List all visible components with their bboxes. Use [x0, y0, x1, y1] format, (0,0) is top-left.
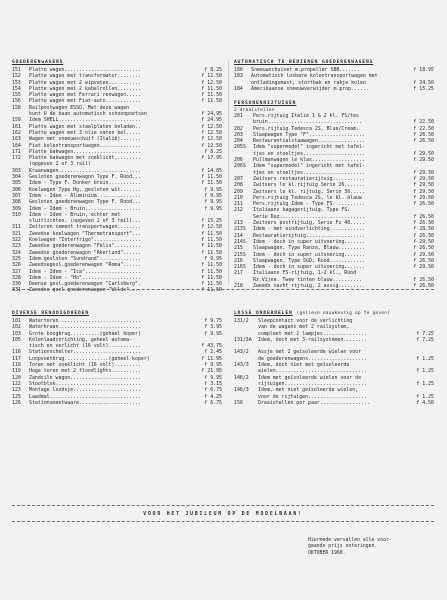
item-price: f 11.50: [201, 237, 222, 244]
item-description: Rz.Vijne. Twee tinten blauw..........: [253, 276, 362, 283]
item-description: tjes en stoeltjes.....................: [253, 169, 365, 176]
item-number: 123: [12, 387, 21, 394]
item-description: Slaapwagen, Type Ranza, Blauw.........: [253, 245, 365, 252]
item-price: f 28.50: [413, 226, 434, 233]
item-number: 310: [12, 211, 21, 218]
item-price: f 11.50: [201, 92, 222, 99]
item-number: 213S: [234, 226, 246, 233]
item-description: Zweedse goederenwagon "Akerlund"......: [29, 249, 141, 256]
item-price: f 21.95: [201, 368, 222, 375]
item-number: 327: [12, 268, 21, 275]
item-description: rijtuigen............................: [258, 380, 367, 387]
price-row: [234, 400, 434, 406]
item-description: de goederenwagens....................: [258, 355, 367, 362]
item-number: 305: [12, 180, 21, 187]
item-price: f 26.50: [413, 283, 434, 290]
item-description: Kolenlaadinrichting, geheel automa-: [29, 336, 133, 343]
item-description: Railpostwagen ESSO. Met deze wagen: [29, 104, 130, 111]
item-description: Idem "supermodel" ingericht met tafel-: [253, 144, 365, 151]
item-description: Stationsmeetwaare.....................: [29, 399, 141, 406]
item-description: Platte wagen met 3 olie vaten bel.....: [29, 129, 141, 136]
item-price: f 9.75: [204, 318, 222, 324]
closing-line: Hiermede vervallen alle voor-: [308, 538, 392, 543]
item-description: Laadmal...............................: [29, 393, 141, 400]
item-number: 154: [12, 85, 21, 92]
item-number: 155: [12, 92, 21, 99]
item-description: Serie Duz.............................: [253, 213, 365, 220]
item-number: 206: [234, 157, 243, 164]
item-description: Amerikaanse sneeuwverwijder m.prop......: [251, 85, 369, 92]
item-description: Idem - Idem - Aluminium...............: [29, 192, 141, 199]
item-description: van de wagens met 2 railsystem,: [258, 324, 350, 331]
item-description: Platte bakwagen met zoeklicht.........: [29, 155, 141, 162]
item-number: 209: [234, 188, 243, 195]
item-description: Montage loodsje.......................: [29, 387, 141, 394]
item-number: 125: [12, 393, 21, 400]
item-price: f 9.95: [204, 374, 222, 381]
item-number: 214: [234, 232, 243, 239]
item-number: 131/2: [234, 318, 249, 324]
item-price: f 26.50: [413, 257, 434, 264]
item-price: f 11.50: [201, 243, 222, 250]
section-heading: PERSONENRIJTUIGEN: [234, 101, 297, 106]
closing-notice: [308, 538, 392, 557]
item-description: bruin................................: [253, 119, 362, 126]
item-number: 119: [12, 368, 21, 375]
footer-divider-bottom: [12, 521, 434, 522]
loose-parts-section: [234, 311, 434, 406]
item-description: Wagen met sneeuwschuif (Italië).......: [29, 136, 141, 143]
item-price: f 1.25: [416, 355, 434, 362]
item-description: Pers.rijtuig Italië 1 & 2 kl. FS/tes: [253, 113, 359, 119]
item-number: 143/2: [234, 349, 249, 356]
item-price: f 1.25: [416, 393, 434, 400]
passenger-coaches-section: [234, 101, 434, 289]
goods-list: [12, 67, 222, 294]
miscellaneous-section: [12, 311, 222, 406]
item-price: f 26.50: [413, 220, 434, 227]
item-price: f 11.50: [201, 262, 222, 269]
item-description: Koelwagen Type Hg, gesloten wit.......: [29, 186, 141, 193]
footer-divider-top: [12, 505, 434, 506]
item-number: 172: [12, 155, 21, 162]
persons-list: [234, 113, 434, 289]
item-price: f 1.25: [416, 368, 434, 375]
item-description: Restaurantialstaawagen................: [253, 138, 365, 145]
item-number: 326: [12, 262, 21, 269]
item-number: 216: [234, 257, 243, 264]
section-heading: LOSSE ONDERDELEN: [234, 311, 293, 316]
item-description: Slaapwagen Type "F"...................: [253, 131, 365, 138]
item-price: f 9.95: [204, 255, 222, 262]
item-price: f 3.15: [204, 380, 222, 387]
item-price: f 6.75: [204, 387, 222, 394]
closing-date: OKTOBER 1960.: [308, 550, 346, 556]
item-description: Draaistellen per paar.................: [258, 399, 370, 406]
item-price: f 29.50: [413, 175, 434, 182]
item-number: 323: [12, 243, 21, 250]
item-description: Pullmanwagen le klas..................: [253, 157, 365, 164]
item-price: f 9.95: [204, 199, 222, 206]
item-description: Koelwagen "Interfrigo"................: [29, 237, 141, 244]
item-number: 146/3: [234, 387, 249, 394]
item-price: f 4.25: [204, 393, 222, 400]
item-description: Idem, doch met 3-railsystemen........: [258, 336, 367, 343]
item-price: f 11.50: [201, 287, 222, 294]
item-description: Idem, met niet geïsoleerde wielen,: [258, 387, 359, 394]
item-description: Zeitoren cement transportwagen........: [29, 224, 141, 231]
item-number: 306: [12, 186, 21, 193]
item-price: f 8.25: [204, 148, 222, 155]
section-divider: [12, 289, 434, 290]
price-row: [12, 400, 222, 406]
item-description: Slaapwagen, Type SGD, Rood............: [253, 257, 365, 264]
item-number: 330: [12, 281, 21, 288]
item-number: 201: [234, 113, 243, 119]
item-number: 311: [12, 224, 21, 231]
item-description: Assje met 2 geïsoleerde wielen voor: [258, 349, 362, 356]
item-number: 103: [12, 330, 21, 337]
item-price: f 9.95: [204, 330, 222, 337]
column-divider: [228, 60, 229, 285]
item-description: Idem gesloten "Sundrand"..............: [29, 255, 141, 262]
item-number: 212: [234, 207, 243, 214]
item-description: Sleepcontact voor de verlichting: [258, 318, 353, 324]
item-description: Zweedse gesl.goederenwagen "Wilds"....: [29, 287, 141, 294]
item-description: Grote boogbrug..........(geheel koper): [29, 330, 141, 337]
item-price: f 17.95: [201, 155, 222, 162]
item-number: 120: [12, 374, 21, 381]
item-price: f 29.50: [413, 194, 434, 201]
item-description: Idem - Idem - Bruin...................: [29, 205, 141, 212]
item-number: 321: [12, 230, 21, 237]
item-number: 325: [12, 255, 21, 262]
item-price: f 12.50: [201, 79, 222, 86]
item-number: 184: [234, 85, 243, 92]
item-description: Watertoren............................: [29, 318, 141, 324]
item-number: 215: [234, 245, 243, 252]
item-price: f 11.50: [201, 73, 222, 80]
item-description: Pers.rijtuig Tedesca 2S, le kl. blauw: [253, 194, 362, 201]
item-number: 158: [12, 104, 21, 111]
item-number: 180: [234, 67, 243, 73]
item-price: f 26.50: [413, 213, 434, 220]
item-number: 207: [234, 175, 243, 182]
item-description: Idem - doch in super uitvoering.......: [253, 238, 365, 245]
item-description: Loopvoetbrug...............(geheel koper): [29, 355, 150, 362]
item-description: Pers.rijtuig Tedesca 2S, Blue/Cream.: [253, 125, 359, 132]
item-number: 303: [12, 167, 21, 174]
item-price: f 22.50: [413, 119, 434, 126]
loose-list: [234, 318, 434, 406]
section-heading: GOEDERENwAGENS: [12, 60, 64, 65]
item-number: 161: [12, 123, 21, 130]
item-description: Zwitsers postrijtuig, Serie Fz 40.....: [253, 220, 365, 227]
item-price: f 11.50: [201, 249, 222, 256]
item-number: 213: [234, 220, 243, 227]
item-price: f 12.50: [201, 136, 222, 143]
item-description: Fiat kolentransportwagen..............: [29, 142, 141, 149]
item-price: f 11.50: [201, 85, 222, 92]
item-number: 203: [234, 131, 243, 138]
item-price: f 24.95: [201, 117, 222, 124]
section-subheading: (gelieve nauwkeurig op te geven): [296, 310, 391, 315]
item-description: Deense gesl.goederenwagen "Carlsberg".: [29, 281, 141, 288]
goods-wagons-section: [12, 60, 222, 294]
item-price: f 18.95: [413, 67, 434, 73]
item-description: Idem, doch niet met geïsoleerde: [258, 362, 350, 369]
item-number: 216S: [234, 264, 246, 271]
automatic-list: [234, 67, 434, 92]
item-number: 126: [12, 399, 21, 406]
closing-line: gaande prijs noteringen.: [308, 544, 378, 550]
item-price: f 11.50: [201, 268, 222, 275]
item-description: Zwitsers le kl. rijtuig, Serie 36.....: [253, 188, 365, 195]
item-number: 153: [12, 79, 21, 86]
item-number: 105: [12, 336, 21, 343]
item-number: 122: [12, 380, 21, 387]
item-number: 210: [234, 194, 243, 201]
item-price: f 12.50: [201, 142, 222, 149]
section-heading: AUTOMATISCH TE BEDIENEN GOEDERENWAGENS: [234, 60, 374, 65]
item-description: Idem - doch in super uitvoering.......: [253, 264, 365, 271]
item-description: (opgeven 2 of 3 rail): [29, 161, 91, 168]
item-price: f 12.50: [201, 129, 222, 136]
item-number: 211: [234, 201, 243, 208]
item-description: voor de rijtuigen....................: [258, 393, 367, 400]
item-description: kunt U de baan automatisch schoonpoetsen: [29, 111, 147, 118]
item-price: f 11.95: [201, 355, 222, 362]
item-price: f 26.50: [413, 131, 434, 138]
item-number: 308: [12, 199, 21, 206]
item-description: Zwitsers restauratierijtuig...........: [253, 175, 365, 182]
item-number: 164: [12, 142, 21, 149]
item-description: Sneeuwschuiver m.propeller SBB.......: [251, 67, 360, 73]
item-number: 208: [234, 182, 243, 189]
item-price: f 15.25: [201, 218, 222, 225]
item-price: f 1.25: [416, 380, 434, 387]
item-price: f 29.50: [413, 150, 434, 157]
item-price: f 29.50: [413, 169, 434, 176]
item-price: f 29.50: [413, 251, 434, 258]
item-description: Zwitsers le kl.rijtuig Serie 26.......: [253, 182, 365, 189]
item-number: 328: [12, 274, 21, 281]
item-description: Platte wagen..........................: [29, 67, 141, 73]
price-row: [234, 86, 434, 92]
item-description: compleet met 2 lampjes...............: [258, 330, 367, 337]
item-price: f 11.50: [201, 274, 222, 281]
item-price: f 29.50: [413, 264, 434, 271]
item-number: 214S: [234, 238, 246, 245]
item-number: 102: [12, 324, 21, 331]
item-number: 215S: [234, 251, 246, 258]
item-price: f 11.50: [201, 180, 222, 187]
item-number: 117: [12, 355, 21, 362]
item-price: f 26.50: [413, 276, 434, 283]
item-price: f 8.25: [204, 67, 222, 73]
item-description: Restauratierijtuig....................: [253, 232, 365, 239]
item-number: 204: [234, 138, 243, 145]
item-description: Platte wagen met transformator........: [29, 73, 141, 80]
item-price: f 9.95: [204, 186, 222, 193]
item-description: Stootblok.............................: [29, 380, 141, 387]
item-number: 307: [12, 192, 21, 199]
item-description: Platte wagen met Fiat-auto............: [29, 98, 141, 105]
item-number: 143/3: [234, 362, 249, 369]
item-description: Zandsilo wagon........................: [29, 374, 141, 381]
item-description: Idem - Idem - "Ica"...................: [29, 268, 141, 275]
item-number: 151: [12, 67, 21, 73]
item-description: Platte wagen met Ferrari renwagen.....: [29, 92, 141, 99]
item-price: f 11.50: [201, 281, 222, 288]
item-description: Idem "supermodel" ingericht met tafel-: [253, 163, 365, 170]
item-price: f 9.95: [204, 205, 222, 212]
item-number: 159: [12, 117, 21, 124]
item-description: tjes en stoeltjes.....................: [253, 150, 365, 157]
item-description: sluitlichten. (opgeven 2 of 3 rail)...: [29, 218, 141, 225]
item-price: f 2.45: [204, 349, 222, 356]
item-price: f 11.50: [201, 174, 222, 181]
item-number: 163: [12, 136, 21, 143]
item-description: Idem - Idem - Bruin, echter met: [29, 211, 121, 218]
item-price: f 26.50: [413, 138, 434, 145]
item-number: 152: [12, 73, 21, 80]
item-price: f 9.95: [204, 192, 222, 199]
item-number: 202: [234, 125, 243, 132]
item-description: Hoge toren met 2 floodlights..........: [29, 368, 141, 375]
item-number: 322: [12, 237, 21, 244]
item-price: f 12.50: [201, 224, 222, 231]
section-subheading: 2 draaistellen: [234, 107, 275, 112]
item-number: 309: [12, 205, 21, 212]
item-price: f 26.50: [413, 232, 434, 239]
item-description: Automatisch losbare kolentransportwagen met: [251, 73, 378, 80]
item-price: f 11.50: [201, 230, 222, 237]
item-description: Platte bakwagen.......................: [29, 148, 141, 155]
item-number: 162: [12, 129, 21, 136]
item-price: f 26.50: [413, 245, 434, 252]
item-number: 150: [234, 399, 243, 406]
item-description: tisch en verlicht (16 volt)...........: [29, 343, 141, 350]
item-number: 183: [234, 73, 243, 80]
item-description: Platte wagen met staalplaten beladen..: [29, 123, 141, 130]
item-number: 118: [12, 362, 21, 369]
item-description: ontladingsmast, stortbak en rakje kolen: [251, 79, 366, 86]
item-number: 171: [12, 148, 21, 155]
item-description: Idem - met eindverlichting............: [253, 226, 365, 233]
item-price: f 26.50: [413, 201, 434, 208]
item-description: Zweedse koelwagen "Thermotransport"...: [29, 230, 141, 237]
automatic-wagons-section: [234, 60, 434, 92]
item-description: Stationschelter.......................: [29, 349, 141, 356]
item-price: f 4.50: [416, 399, 434, 406]
item-number: 217: [234, 270, 243, 277]
item-description: Idem - doch in super uitvoering.......: [253, 251, 365, 258]
item-price: f 29.50: [413, 182, 434, 189]
item-description: Idem - Type F. Donker bruin...........: [29, 180, 141, 187]
item-description: Zweedsegesl.goederenwagen "Roma"......: [29, 262, 141, 269]
item-price: f 29.50: [413, 188, 434, 195]
item-description: Italiaans bagagerijtuig. Type FS.: [253, 207, 351, 214]
item-number: 304: [12, 174, 21, 181]
item-price: f 7.25: [416, 336, 434, 343]
item-price: f 22.50: [413, 125, 434, 132]
item-description: Platte wagen met 2 kabelrollen........: [29, 85, 141, 92]
item-price: f 29.50: [413, 238, 434, 245]
item-description: Kraanwagen............................: [29, 167, 141, 174]
item-price: f 3.95: [204, 324, 222, 331]
item-price: f 43.75: [201, 343, 222, 350]
item-price: f 7.25: [416, 330, 434, 337]
item-number: 324: [12, 249, 21, 256]
item-description: Gesloten goederenwagon Type F. Rood...: [29, 174, 141, 181]
item-description: Idem - Idem - "Ho"....................: [29, 274, 141, 281]
item-number: 146/2: [234, 374, 249, 381]
item-description: Idem met geïsoleerde wielen voor de: [258, 374, 362, 381]
item-description: wielen...............................: [258, 368, 367, 375]
item-number: 206S: [234, 163, 246, 170]
diverse-list: [12, 318, 222, 406]
item-number: 156: [12, 98, 21, 105]
item-number: 205S: [234, 144, 246, 151]
item-description: Toren met zoeklicht (16 volt).........: [29, 362, 141, 369]
item-number: 131/3A: [234, 336, 252, 343]
item-description: Zweeds nacht rijtuig, 2 assig.........: [253, 283, 365, 290]
item-price: f 12.50: [201, 123, 222, 130]
item-description: Waterkraan............................: [29, 324, 141, 331]
item-price: f 14.85: [201, 167, 222, 174]
item-price: f 24.50: [413, 79, 434, 86]
item-description: Pers.rijtuig Idem - Type FS...........: [253, 201, 365, 208]
item-description: Platte wagen met 2 wipvaten...........: [29, 79, 141, 86]
item-price: f 15.25: [413, 85, 434, 92]
item-price: f 9.95: [204, 362, 222, 369]
item-price: f 11.50: [201, 98, 222, 105]
item-description: Idem SHELL............................: [29, 117, 141, 124]
item-description: Zweedse goederenwagon "Felix".........: [29, 243, 141, 250]
item-price: f 24.95: [201, 111, 222, 118]
item-price: f 29.50: [413, 157, 434, 164]
item-number: 331: [12, 287, 21, 294]
item-number: 218: [234, 283, 243, 290]
item-number: 101: [12, 318, 21, 324]
item-description: Gesloten goederenwagon Type F. Rood...: [29, 199, 141, 206]
item-number: 116: [12, 349, 21, 356]
footer-slogan: VOOR HET JUBILEUM OP DE MODELBAAN!: [143, 512, 303, 517]
item-description: Italiaans FS-rijtuig, 1-2 kl., Rood: [253, 270, 357, 277]
item-price: f 6.75: [204, 399, 222, 406]
section-heading: DIVERSE BENODIGDHEDEN: [12, 311, 89, 316]
